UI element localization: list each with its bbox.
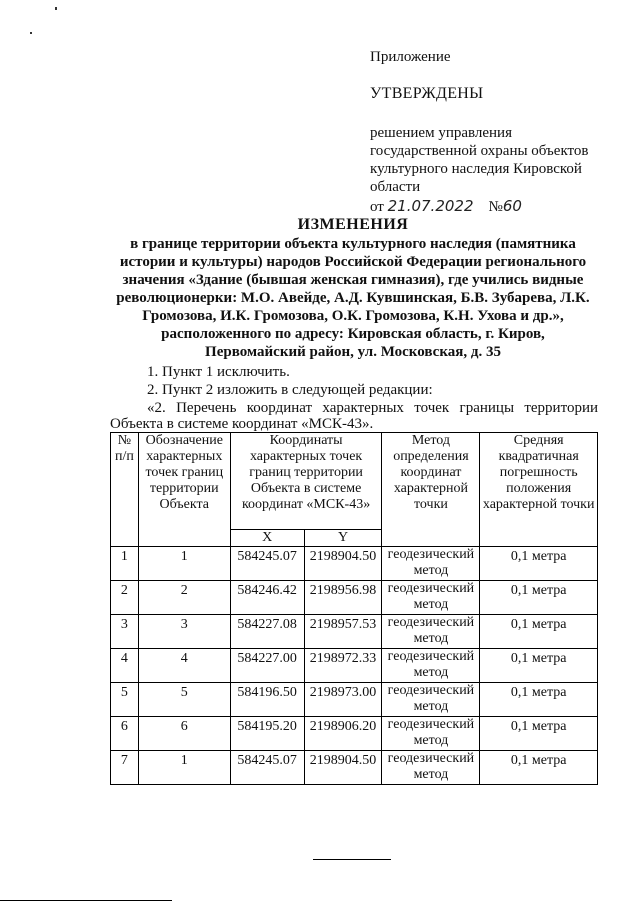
paragraph-1: 1. Пункт 1 исключить. bbox=[147, 364, 290, 380]
header-x: X bbox=[230, 530, 304, 547]
row-method: геодезический метод bbox=[382, 581, 480, 615]
row-error: 0,1 метра bbox=[480, 683, 598, 717]
header-num: № п/п bbox=[111, 433, 139, 547]
row-method: геодезический метод bbox=[382, 683, 480, 717]
appendix-label: Приложение bbox=[370, 49, 451, 65]
header-error: Средняя квадратичная погрешность положения характерной точки bbox=[480, 433, 598, 547]
approval-block bbox=[370, 48, 620, 216]
scan-speck bbox=[30, 32, 32, 34]
row-number: 7 bbox=[111, 751, 139, 785]
table-row bbox=[111, 683, 598, 717]
number-handwritten: 60 bbox=[502, 197, 522, 215]
header-coords: Координаты характерных точек границ территории Объекта в системе координат «МСК-43» bbox=[230, 433, 382, 530]
header-y: Y bbox=[304, 530, 382, 547]
approved-label: УТВЕРЖДЕНЫ bbox=[370, 85, 484, 102]
row-point: 6 bbox=[138, 717, 230, 751]
date-prefix: от bbox=[370, 199, 384, 215]
row-x: 584245.07 bbox=[230, 547, 304, 581]
table-row bbox=[111, 581, 598, 615]
table-row bbox=[111, 717, 598, 751]
row-x: 584245.07 bbox=[230, 751, 304, 785]
row-number: 3 bbox=[111, 615, 139, 649]
coordinates-table bbox=[110, 432, 598, 785]
header-designation: Обозначение характерных точек границ территории Объекта bbox=[138, 433, 230, 547]
row-point: 1 bbox=[138, 547, 230, 581]
row-number: 6 bbox=[111, 717, 139, 751]
row-error: 0,1 метра bbox=[480, 717, 598, 751]
row-x: 584196.50 bbox=[230, 683, 304, 717]
number-prefix: № bbox=[488, 199, 503, 215]
row-number: 4 bbox=[111, 649, 139, 683]
row-y: 2198957.53 bbox=[304, 615, 382, 649]
row-y: 2198906.20 bbox=[304, 717, 382, 751]
row-y: 2198956.98 bbox=[304, 581, 382, 615]
row-error: 0,1 метра bbox=[480, 649, 598, 683]
paragraph-3-line-1: «2. Перечень координат характерных точек границы территории bbox=[147, 400, 598, 416]
row-point: 4 bbox=[138, 649, 230, 683]
row-error: 0,1 метра bbox=[480, 615, 598, 649]
table-row bbox=[111, 649, 598, 683]
row-point: 5 bbox=[138, 683, 230, 717]
row-y: 2198904.50 bbox=[304, 751, 382, 785]
row-method: геодезический метод bbox=[382, 649, 480, 683]
row-y: 2198973.00 bbox=[304, 683, 382, 717]
table-header-row bbox=[111, 433, 598, 530]
header-method: Метод определения координат характерной точки bbox=[382, 433, 480, 547]
row-x: 584246.42 bbox=[230, 581, 304, 615]
row-x: 584195.20 bbox=[230, 717, 304, 751]
row-y: 2198904.50 bbox=[304, 547, 382, 581]
row-error: 0,1 метра bbox=[480, 751, 598, 785]
row-method: геодезический метод bbox=[382, 615, 480, 649]
decision-text: решением управления государственной охраны объектов культурного наследия Кировской области bbox=[370, 125, 589, 195]
row-error: 0,1 метра bbox=[480, 581, 598, 615]
row-method: геодезический метод bbox=[382, 547, 480, 581]
row-number: 2 bbox=[111, 581, 139, 615]
row-number: 1 bbox=[111, 547, 139, 581]
table-row bbox=[111, 547, 598, 581]
table-row bbox=[111, 751, 598, 785]
row-number: 5 bbox=[111, 683, 139, 717]
row-point: 3 bbox=[138, 615, 230, 649]
date-handwritten: 21.07.2022 bbox=[387, 197, 474, 215]
footer-divider bbox=[313, 859, 391, 860]
row-point: 2 bbox=[138, 581, 230, 615]
paragraph-2: 2. Пункт 2 изложить в следующей редакции: bbox=[147, 382, 433, 398]
row-x: 584227.00 bbox=[230, 649, 304, 683]
title-subtitle: в границе территории объекта культурного наследия (памятника истории и культуры) народов Российской Федерации регионального значения «Здание (бывшая женская гимназия), где учились видные революционерки: М.О. Авейде, А.Д. Кувшинская, Б.В. Зубарева, Л.К. Громозова, И.К. Громозова, О.К. Громозова, К.Н. Ухова и др.», расположенного по адресу: Кировская область, г. Киров, Первомайский район, ул. Московская, д. 35 bbox=[116, 236, 590, 360]
paragraph-3-line-2: Объекта в системе координат «МСК-43». bbox=[110, 416, 374, 432]
row-method: геодезический метод bbox=[382, 751, 480, 785]
row-x: 584227.08 bbox=[230, 615, 304, 649]
row-error: 0,1 метра bbox=[480, 547, 598, 581]
table-row bbox=[111, 615, 598, 649]
scan-speck bbox=[55, 7, 57, 10]
title-heading: ИЗМЕНЕНИЯ bbox=[297, 216, 409, 233]
bottom-divider bbox=[0, 900, 172, 901]
row-y: 2198972.33 bbox=[304, 649, 382, 683]
row-point: 1 bbox=[138, 751, 230, 785]
date-line bbox=[370, 197, 620, 216]
row-method: геодезический метод bbox=[382, 717, 480, 751]
document-title bbox=[110, 216, 596, 361]
